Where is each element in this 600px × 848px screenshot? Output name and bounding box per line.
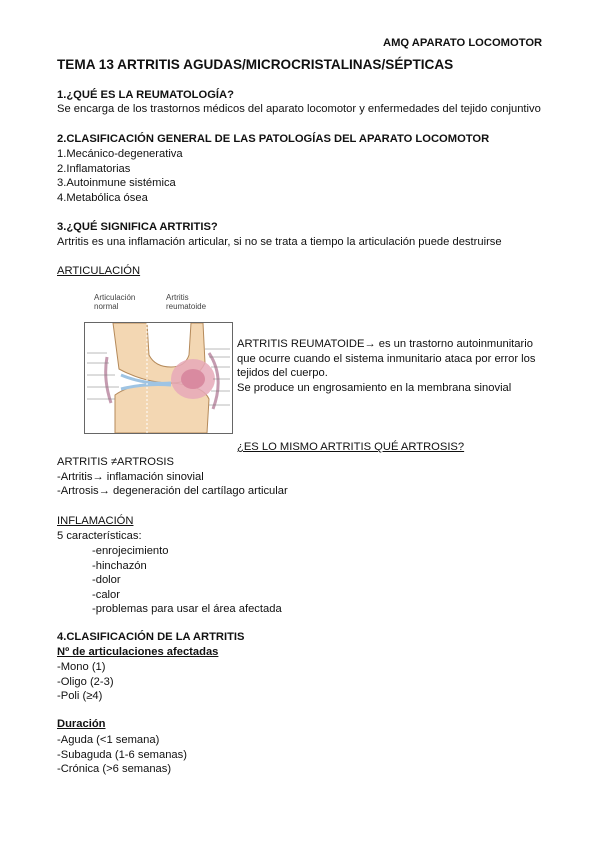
joint-count-heading: Nº de articulaciones afectadas (57, 646, 219, 658)
section-4-heading: 4.CLASIFICACIÓN DE LA ARTRITIS (57, 631, 245, 643)
page-title: TEMA 13 ARTRITIS AGUDAS/MICROCRISTALINAS/SÉPTICAS (57, 57, 454, 72)
figure-label-arthritis: Artritis reumatoide (166, 293, 207, 311)
comparison-line: -Artrosis→ degeneración del cartílago articular (57, 485, 288, 498)
inflammation-heading: INFLAMACIÓN (57, 515, 134, 527)
figure-label-normal: Articulación normal (94, 293, 136, 311)
section-3-text: Artritis es una inflamación articular, si no se trata a tiempo la articulación puede destruirse (57, 236, 502, 248)
list-item: 3.Autoinmune sistémica (57, 177, 176, 190)
list-item: -Poli (≥4) (57, 690, 103, 703)
section-1-heading: 1.¿QUÉ ES LA REUMATOLOGÍA? (57, 89, 234, 101)
comparison-lines (57, 455, 288, 499)
comparison-line: -Artritis→ inflamación sinovial (57, 470, 204, 483)
list-item: 4.Metabólica ósea (57, 191, 148, 204)
joint-illustration (84, 322, 233, 434)
list-item: -enrojecimiento (92, 545, 169, 557)
duration-heading: Duración (57, 718, 106, 730)
ar-line: que ocurre cuando el sistema inmunitario ataca por error los (237, 352, 536, 365)
rheumatoid-arthritis-text (237, 337, 536, 395)
list-item: -Mono (1) (57, 661, 106, 673)
list-item: -Subaguda (1-6 semanas) (57, 748, 187, 761)
comparison-question: ¿ES LO MISMO ARTRITIS QUÉ ARTROSIS? (237, 441, 465, 453)
list-item: 1.Mecánico-degenerativa (57, 148, 183, 160)
list-item: -hinchazón (92, 559, 147, 572)
ar-line: Se produce un engrosamiento en la membrana sinovial (237, 381, 512, 394)
list-item: -Aguda (<1 semana) (57, 734, 160, 746)
section-2-heading: 2.CLASIFICACIÓN GENERAL DE LAS PATOLOGÍAS DEL APARATO LOCOMOTOR (57, 133, 490, 145)
comparison-line: ARTRITIS ≠ARTROSIS (57, 456, 174, 468)
ar-line: ARTRITIS REUMATOIDE→ es un trastorno autoinmunitario (237, 338, 533, 350)
list-item: -dolor (92, 574, 121, 587)
section-3-heading: 3.¿QUÉ SIGNIFICA ARTRITIS? (57, 221, 218, 233)
joint-illustration-svg (85, 323, 232, 433)
header-course: AMQ APARATO LOCOMOTOR (383, 37, 543, 49)
ar-line: tejidos del cuerpo. (237, 367, 328, 380)
inflammation-intro: 5 características: (57, 530, 142, 542)
list-item: -Crónica (>6 semanas) (57, 763, 172, 776)
section-2-list (57, 147, 183, 205)
list-item: -calor (92, 588, 120, 601)
list-item: 2.Inflamatorias (57, 162, 131, 175)
list-item: -problemas para usar el área afectada (92, 603, 282, 616)
inflammation-list (92, 544, 282, 617)
joint-count-list (57, 660, 114, 704)
list-item: -Oligo (2-3) (57, 675, 114, 688)
section-1-text: Se encarga de los trastornos médicos del aparato locomotor y enfermedades del tejido conjuntivo (57, 103, 541, 115)
articulacion-heading: ARTICULACIÓN (57, 265, 141, 277)
duration-list (57, 733, 187, 777)
